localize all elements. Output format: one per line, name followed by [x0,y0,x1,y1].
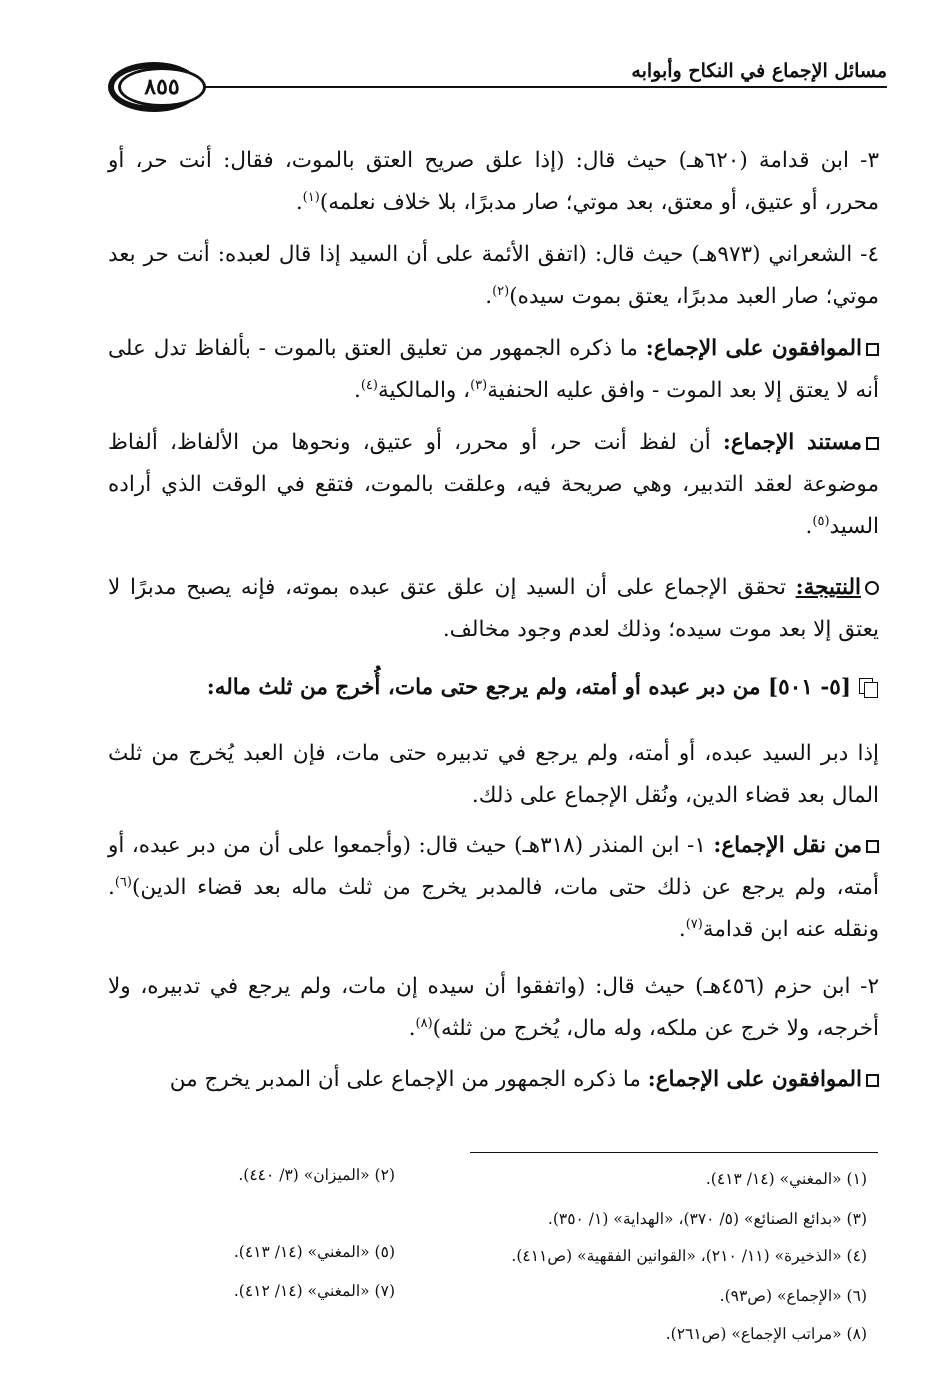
paragraph-label: الموافقون على الإجماع: [647,1067,862,1092]
square-bullet-icon [866,1074,879,1087]
footnote-3: (٣) «بدائع الصنائع» (٥/ ٣٧٠)، «الهداية» (١/ ٣٥٠). [547,1210,867,1228]
footnote-8: (٨) «مراتب الإجماع» (ص٢٦١). [665,1325,867,1343]
paragraph-text: ، والمالكية [377,378,471,403]
footnote-ref: (٦) [114,874,132,890]
footnote-5: (٥) «المغني» (١٤/ ٤١٣). [233,1243,395,1261]
footnote-ref: (٣) [470,377,488,393]
header-rule [200,86,887,88]
paragraph-label: النتيجة: [795,575,861,600]
paragraph-text: ما ذكره الجمهور من تعليق العتق بالموت - بألفاظ تدل على أنه لا يعتق إلا بعد الموت - وافق عليه الحنفية [108,336,879,403]
section-heading-text: [٥- ٥٠١] من دبر عبده أو أمته، ولم يرجع حتى مات، أُخرج من ثلث ماله: [206,675,851,700]
book-icon [859,678,879,698]
square-bullet-icon [866,437,879,450]
paragraph-text: أن لفظ أنت حر، أو محرر، أو عتيق، ونحوها من الألفاظ، ألفاظ موضوعة لعقد التدبير، وهي صريحة فيه، وعلقت بالموت، فتقع في الوقت الذي أراده السيد [108,430,879,539]
paragraph-ibn-qudama: ٣- ابن قدامة (٦٢٠هـ) حيث قال: (إذا علق صريح العتق بالموت، فقال: أنت حر، أو محرر، أو عتيق، أو معتق، بعد موتي؛ صار مدبرًا، بلا خلاف نعلمه)$^{(١)}$. [108,148,879,215]
footnote-ref: (٢) [492,283,510,299]
page-number: ٨٥٥ [144,74,180,100]
footnote-ref: (١) [302,189,320,205]
footnote-7: (٧) «المغني» (١٤/ ٤١٢). [233,1282,395,1300]
paragraph-text: ما ذكره الجمهور من الإجماع على أن المدبر يخرج من [169,1067,641,1092]
paragraph-transmitters: من نقل الإجماع: ١- ابن المنذر (٣١٨هـ) حيث قال: (وأجمعوا على أن من دبر عبده، أو أمته، ولم يرجع عن ذلك حتى مات، فالمدبر يخرج من ثلث ماله بعد قضاء الدين)$^{(٦)}$. ونقله عنه ابن قدامة$^{(٧)}$. [108,833,879,942]
footnote-1: (١) «المغني» (١٤/ ٤١٣). [705,1170,867,1188]
paragraph-text: ٢- ابن حزم (٤٥٦هـ) حيث قال: (واتفقوا أن سيده إن مات، ولم يرجع في تدبيره، ولا أخرجه، ولا خرج عن ملكه، وله مال، يُخرج من ثلثه) [108,974,879,1041]
paragraph-intro [108,733,879,817]
paragraph-basis: مستند الإجماع: أن لفظ أنت حر، أو محرر، أو عتيق، ونحوها من الألفاظ، ألفاظ موضوعة لعقد التدبير، وهي صريحة فيه، وعلقت بالموت، فتقع في الوقت الذي أراده السيد$^{(٥)}$. [108,430,879,539]
paragraph-agreeing-2 [108,1059,879,1101]
paragraph-agreeing: الموافقون على الإجماع: ما ذكره الجمهور من تعليق العتق بالموت - بألفاظ تدل على أنه لا يعتق إلا بعد الموت - وافق عليه الحنفية$^{(٣)}$، والمالكية$^{(٤)}$. [108,336,879,403]
footnote-4: (٤) «الذخيرة» (١١/ ٢١٠)، «القوانين الفقهية» (ص٤١١). [511,1247,867,1265]
footnote-ref: (٤) [360,377,378,393]
paragraph-text: ١- ابن المنذر (٣١٨هـ) حيث قال: (وأجمعوا على أن من دبر عبده، أو أمته، ولم يرجع عن ذلك حتى مات، فالمدبر يخرج من ثلث ماله بعد قضاء الدين) [108,833,879,900]
paragraph-label: من نقل الإجماع: [713,833,862,858]
paragraph-ibn-hazm: ٢- ابن حزم (٤٥٦هـ) حيث قال: (واتفقوا أن سيده إن مات، ولم يرجع في تدبيره، ولا أخرجه، ولا خرج عن ملكه، وله مال، يُخرج من ثلثه)$^{(٨)}$. [108,974,879,1041]
footnote-rule [470,1152,878,1153]
footnote-ref: (٧) [685,916,703,932]
footnote-ref: (٨) [415,1015,433,1031]
footnote-ref: (٥) [812,513,830,529]
running-header-title: مسائل الإجماع في النكاح وأبوابه [631,60,887,82]
section-heading [108,667,879,709]
paragraph-text: تحقق الإجماع على أن السيد إن علق عتق عبده بموته، فإنه يصبح مدبرًا لا يعتق إلا بعد موت سيده؛ وذلك لعدم وجود مخالف. [108,575,879,642]
paragraph-text: ٣- ابن قدامة (٦٢٠هـ) حيث قال: (إذا علق صريح العتق بالموت، فقال: أنت حر، أو محرر، أو عتيق، أو معتق، بعد موتي؛ صار مدبرًا، بلا خلاف نعلمه) [108,148,879,215]
paragraph-text: إذا دبر السيد عبده، أو أمته، ولم يرجع في تدبيره حتى مات، فإن العبد يُخرج من ثلث المال بعد قضاء الدين، ونُقل الإجماع على ذلك. [108,741,879,808]
footnote-2: (٢) «الميزان» (٣/ ٤٤٠). [238,1166,395,1184]
paragraph-text: . ونقله عنه ابن قدامة [108,875,879,942]
square-bullet-icon [866,840,879,853]
paragraph-result [108,567,879,651]
paragraph-shaarani: ٤- الشعراني (٩٧٣هـ) حيث قال: (اتفق الأئمة على أن السيد إذا قال لعبده: أنت حر بعد موتي؛ صار العبد مدبرًا، يعتق بموت سيده)$^{(٢)}$. [108,242,879,309]
square-bullet-icon [866,343,879,356]
footnote-6: (٦) «الإجماع» (ص٩٣). [719,1287,867,1305]
paragraph-text: ٤- الشعراني (٩٧٣هـ) حيث قال: (اتفق الأئمة على أن السيد إذا قال لعبده: أنت حر بعد موتي؛ صار العبد مدبرًا، يعتق بموت سيده) [108,242,879,309]
page-number-badge [118,67,206,107]
paragraph-label: الموافقون على الإجماع: [645,336,862,361]
circle-bullet-icon [865,581,879,595]
paragraph-label: مستند الإجماع: [722,430,862,455]
